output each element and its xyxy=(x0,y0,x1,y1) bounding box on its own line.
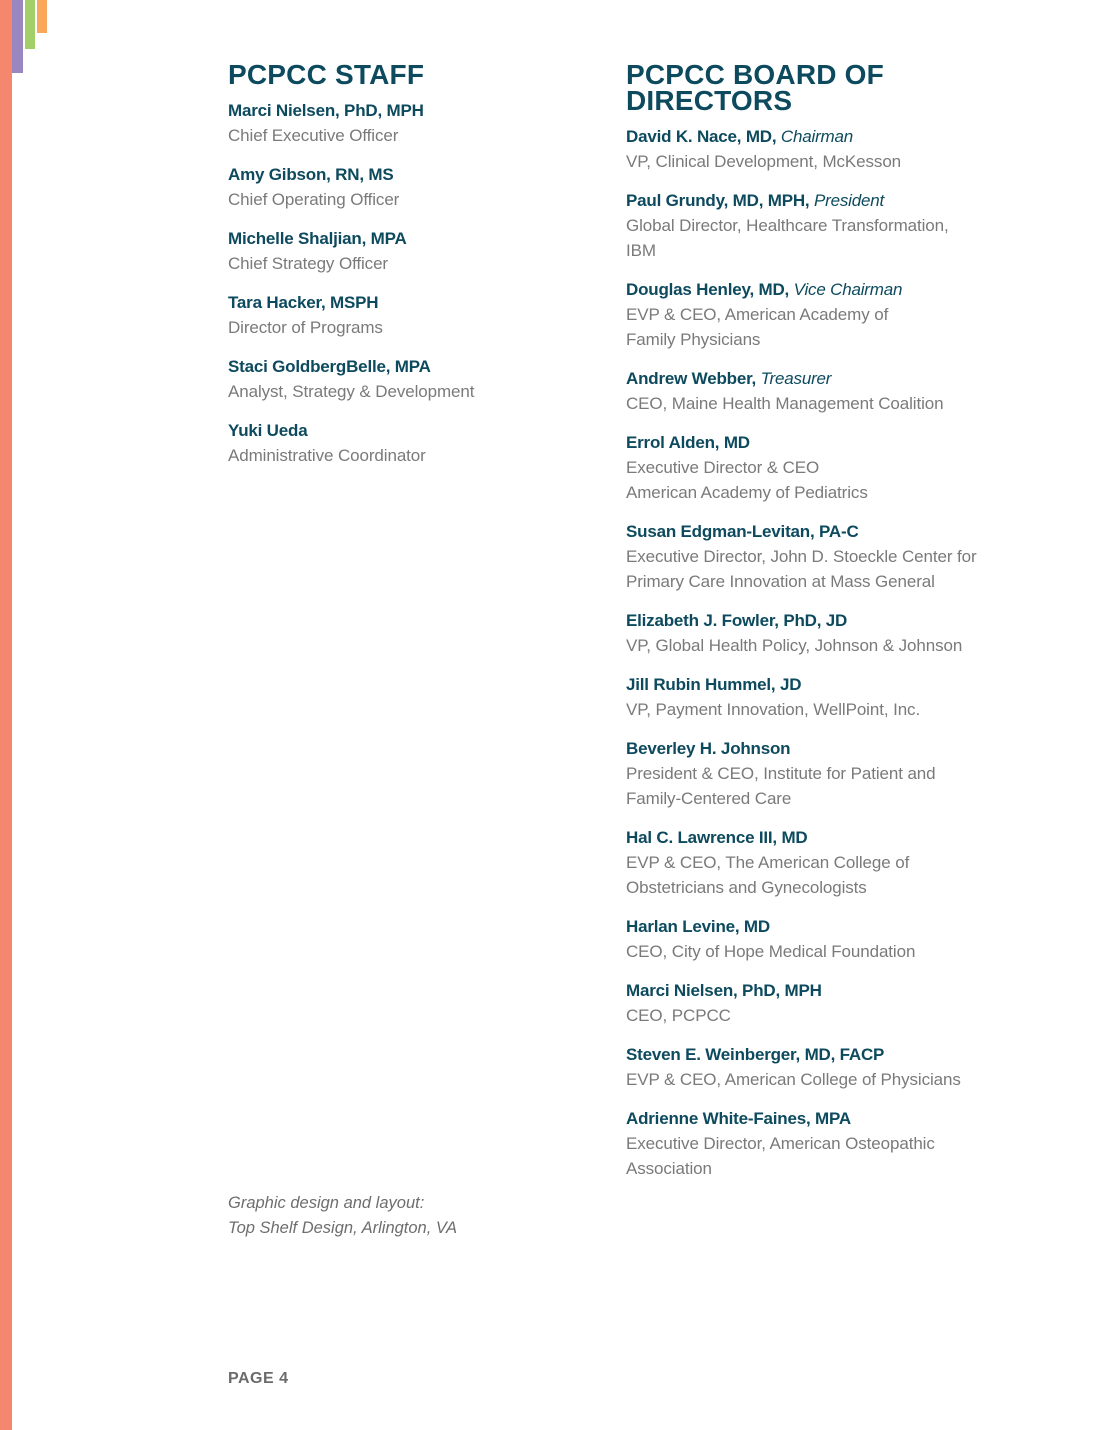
person-entry xyxy=(228,290,568,340)
person-name: David K. Nace, MD, xyxy=(626,127,777,146)
person-name-line xyxy=(626,672,996,697)
design-credit xyxy=(228,1191,568,1241)
person-name-line xyxy=(228,418,568,443)
person-name: Susan Edgman-Levitan, PA-C xyxy=(626,522,859,541)
person-title-line-1: Analyst, Strategy & Development xyxy=(228,382,475,401)
person-name-line xyxy=(626,519,996,544)
board-heading-line1: PCPCC BOARD OF xyxy=(626,59,884,90)
person-name-line xyxy=(626,825,996,850)
left-edge-bar-green xyxy=(25,0,35,49)
person-name: Michelle Shaljian, MPA xyxy=(228,229,407,248)
page-number: PAGE 4 xyxy=(228,1370,289,1387)
person-name: Harlan Levine, MD xyxy=(626,917,770,936)
person-name: Yuki Ueda xyxy=(228,421,308,440)
left-edge-bar-salmon xyxy=(0,0,12,1430)
person-title-line-1: CEO, PCPCC xyxy=(626,1006,731,1025)
person-entry xyxy=(626,825,996,900)
design-credit-line2: Top Shelf Design, Arlington, VA xyxy=(228,1219,458,1237)
person-entry xyxy=(626,366,996,416)
person-name-line xyxy=(626,914,996,939)
person-name: Jill Rubin Hummel, JD xyxy=(626,675,802,694)
person-entry xyxy=(626,519,996,594)
person-title-line-1: Chief Executive Officer xyxy=(228,126,399,145)
person-name-line xyxy=(626,1106,996,1131)
person-title-line-2: Obstetricians and Gynecologists xyxy=(626,878,867,897)
person-name-line xyxy=(228,162,568,187)
person-name: Adrienne White-Faines, MPA xyxy=(626,1109,851,1128)
person-board-role: President xyxy=(813,191,885,210)
person-name: Beverley H. Johnson xyxy=(626,739,791,758)
person-name-line xyxy=(626,366,996,391)
person-name-line xyxy=(626,124,996,149)
person-title-line-1: VP, Global Health Policy, Johnson & Johnson xyxy=(626,636,963,655)
person-name-line xyxy=(626,277,996,302)
person-name: Andrew Webber, xyxy=(626,369,757,388)
person-title-line-2: IBM xyxy=(626,241,656,260)
person-title-line-1: Chief Operating Officer xyxy=(228,190,400,209)
person-title-line-1: Administrative Coordinator xyxy=(228,446,426,465)
person-board-role: Vice Chairman xyxy=(793,280,903,299)
person-entry xyxy=(626,736,996,811)
person-board-role: Chairman xyxy=(780,127,854,146)
person-entry xyxy=(626,914,996,964)
board-list xyxy=(626,124,996,1181)
person-entry xyxy=(626,672,996,722)
person-name: Amy Gibson, RN, MS xyxy=(228,165,394,184)
person-entry xyxy=(228,162,568,212)
staff-section xyxy=(228,59,568,482)
person-name: Errol Alden, MD xyxy=(626,433,750,452)
person-entry xyxy=(626,430,996,505)
person-title-line-1: Executive Director & CEO xyxy=(626,458,820,477)
person-name: Staci GoldbergBelle, MPA xyxy=(228,357,431,376)
person-entry xyxy=(626,188,996,263)
person-name: Steven E. Weinberger, MD, FACP xyxy=(626,1045,885,1064)
person-entry xyxy=(626,608,996,658)
person-entry xyxy=(228,226,568,276)
person-title-line-1: Global Director, Healthcare Transformation, xyxy=(626,216,949,235)
person-name-line xyxy=(228,98,568,123)
person-name: Tara Hacker, MSPH xyxy=(228,293,379,312)
person-name-line xyxy=(228,226,568,251)
person-title-line-2: Family Physicians xyxy=(626,330,761,349)
person-name-line xyxy=(626,608,996,633)
person-name: Marci Nielsen, PhD, MPH xyxy=(228,101,424,120)
left-edge-bar-orange xyxy=(37,0,47,33)
person-entry xyxy=(626,1106,996,1181)
person-title-line-1: Executive Director, American Osteopathic xyxy=(626,1134,935,1153)
person-title-line-2: Primary Care Innovation at Mass General xyxy=(626,572,935,591)
person-entry xyxy=(626,124,996,174)
person-title-line-2: Association xyxy=(626,1159,712,1178)
board-section xyxy=(626,59,996,1195)
person-title-line-2: American Academy of Pediatrics xyxy=(626,483,868,502)
person-name-line xyxy=(626,736,996,761)
person-title-line-1: Executive Director, John D. Stoeckle Center for xyxy=(626,547,977,566)
person-title-line-1: Chief Strategy Officer xyxy=(228,254,388,273)
person-name-line xyxy=(228,290,568,315)
person-name-line xyxy=(228,354,568,379)
person-name: Marci Nielsen, PhD, MPH xyxy=(626,981,822,1000)
person-name: Douglas Henley, MD, xyxy=(626,280,790,299)
person-name-line xyxy=(626,1042,996,1067)
board-heading xyxy=(626,59,996,116)
person-title-line-2: Family-Centered Care xyxy=(626,789,792,808)
person-entry xyxy=(626,1042,996,1092)
staff-list xyxy=(228,98,568,468)
person-name: Hal C. Lawrence III, MD xyxy=(626,828,808,847)
person-entry xyxy=(228,418,568,468)
design-credit-line1: Graphic design and layout: xyxy=(228,1194,425,1212)
person-entry xyxy=(626,978,996,1028)
person-title-line-1: President & CEO, Institute for Patient and xyxy=(626,764,936,783)
person-title-line-1: VP, Clinical Development, McKesson xyxy=(626,152,902,171)
person-board-role: Treasurer xyxy=(760,369,832,388)
person-title-line-1: CEO, Maine Health Management Coalition xyxy=(626,394,944,413)
person-entry xyxy=(228,354,568,404)
board-heading-line2: DIRECTORS xyxy=(626,85,793,116)
person-name: Elizabeth J. Fowler, PhD, JD xyxy=(626,611,848,630)
person-title-line-1: EVP & CEO, American Academy of xyxy=(626,305,889,324)
person-name-line xyxy=(626,430,996,455)
person-name-line xyxy=(626,188,996,213)
person-name-line xyxy=(626,978,996,1003)
person-title-line-1: EVP & CEO, American College of Physicians xyxy=(626,1070,961,1089)
left-edge-bar-purple xyxy=(12,0,23,73)
person-title-line-1: CEO, City of Hope Medical Foundation xyxy=(626,942,916,961)
person-entry xyxy=(626,277,996,352)
staff-heading: PCPCC STAFF xyxy=(228,59,425,90)
person-name: Paul Grundy, MD, MPH, xyxy=(626,191,810,210)
person-title-line-1: Director of Programs xyxy=(228,318,383,337)
person-title-line-1: VP, Payment Innovation, WellPoint, Inc. xyxy=(626,700,921,719)
person-entry xyxy=(228,98,568,148)
person-title-line-1: EVP & CEO, The American College of xyxy=(626,853,910,872)
